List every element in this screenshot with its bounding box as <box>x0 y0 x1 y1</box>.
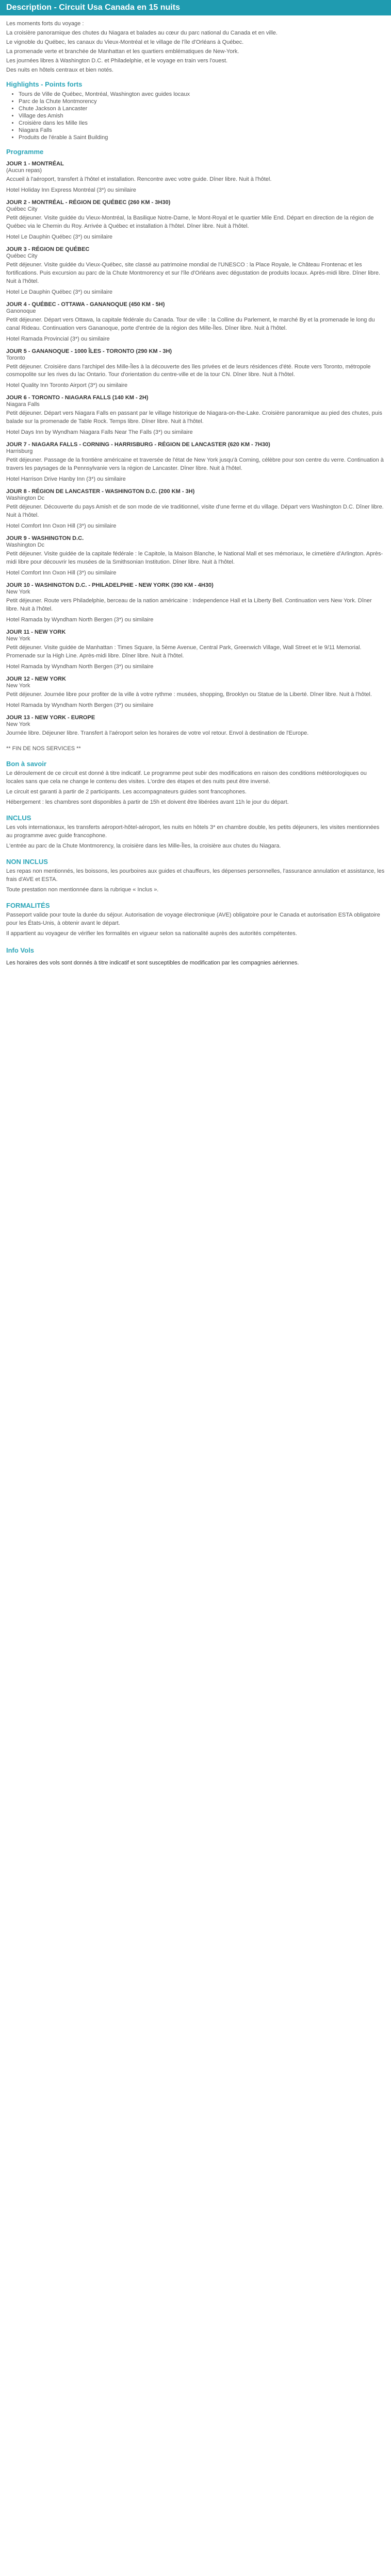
day-item <box>6 348 385 389</box>
day-item <box>6 301 385 342</box>
day-title: JOUR 7 - NIAGARA FALLS - CORNING - HARRISBURG - RÉGION DE LANCASTER (620 KM - 7H30) <box>6 442 270 448</box>
day-title: JOUR 8 - RÉGION DE LANCASTER - WASHINGTON D.C. (200 KM - 3H) <box>6 488 195 495</box>
day-title: JOUR 2 - MONTRÉAL - RÉGION DE QUÉBEC (260 KM - 3H30) <box>6 199 171 206</box>
day-hotel: Hotel Le Dauphin Québec (3*) ou similaire <box>6 289 113 295</box>
day-subtitle: Harrisburg <box>6 448 33 455</box>
highlight-item: • Village des Amish <box>19 113 385 119</box>
paragraph: Le circuit est garanti à partir de 2 participants. Les accompagnateurs guides sont francophones. <box>6 789 247 795</box>
day-item <box>6 395 385 435</box>
day-hotel: Hotel Comfort Inn Oxon Hill (3*) ou similaire <box>6 569 117 576</box>
day-hotel: Hotel Holiday Inn Express Montréal (3*) ou similaire <box>6 187 136 193</box>
highlight-item: • Croisière dans les Mille Iles <box>19 120 385 126</box>
highlight-item: • Tours de Ville de Québec, Montréal, Washington avec guides locaux <box>19 91 385 97</box>
day-title: JOUR 11 - NEW YORK <box>6 629 66 635</box>
not-included <box>6 858 385 894</box>
end-of-tour-text: ** FIN DE NOS SERVICES ** <box>6 745 81 752</box>
day-item <box>6 442 385 482</box>
intro-line: La croisière panoramique des chutes du Niagara et balades au cœur du parc national du Canada et en ville. <box>6 30 278 36</box>
day-subtitle: Ganonoque <box>6 308 36 314</box>
info-vols-title: Info Vols <box>6 946 34 954</box>
day-hotel: Hotel Ramada by Wyndham North Bergen (3*) ou similaire <box>6 663 154 670</box>
day-title: JOUR 6 - TORONTO - NIAGARA FALLS (140 KM - 2H) <box>6 395 149 401</box>
day-item <box>6 715 385 738</box>
formalities <box>6 902 385 938</box>
day-hotel: Hotel Days Inn by Wyndham Niagara Falls Near The Falls (3*) ou similaire <box>6 429 193 436</box>
included-paragraphs <box>6 824 385 851</box>
included <box>6 814 385 851</box>
day-item <box>6 246 385 295</box>
day-text: Petit déjeuner. Découverte du pays Amish et de son mode de vie traditionnel, visite d'une ferme et du village. Départ vers Washington D.C. Dîner libre. Nuit à l'hôtel. <box>6 504 384 519</box>
day-subtitle: New York <box>6 588 30 595</box>
day-text: Petit déjeuner. Route vers Philadelphie, berceau de la nation américaine : Independence Hall et la Liberty Bell. Continuation vers New York. Dîner libre. Nuit à l'hôtel. <box>6 597 372 612</box>
not-included-paragraphs <box>6 868 385 894</box>
day-item <box>6 676 385 708</box>
day-text: Journée libre. Déjeuner libre. Transfert à l'aéroport selon les horaires de votre vol retour. Envol à destination de l'Europe. <box>6 730 309 736</box>
day-hotel: Hotel Quality Inn Toronto Airport (3*) ou similaire <box>6 382 128 389</box>
day-text: Petit déjeuner. Visite guidée du Vieux-Québec, site classé au patrimoine mondial de l'UNESCO : la Place Royale, le Château Frontenac et les fortifications. Puis excursion au parc de la Chute Montmorency et sur l'île d'Orléans avec dégustation de produits locaux. Après-midi libre. Dîner libre. Nuit à l'hôtel. <box>6 261 381 284</box>
good-to-know-title: Bon à savoir <box>6 760 47 768</box>
day-subtitle: (Aucun repas) <box>6 167 42 174</box>
intro-line: Le vignoble du Québec, les canaux du Vieux-Montréal et le village de l'île d'Orléans à Québec. <box>6 39 244 45</box>
highlights-title: Highlights - Points forts <box>6 80 83 88</box>
day-item <box>6 161 385 193</box>
day-subtitle: Washington Dc <box>6 542 45 548</box>
day-title: JOUR 3 - RÉGION DE QUÉBEC <box>6 246 90 252</box>
day-hotel: Hotel Ramada by Wyndham North Bergen (3*) ou similaire <box>6 616 154 623</box>
programme-title: Programme <box>6 148 44 156</box>
days-list <box>6 161 385 738</box>
intro-line: Des nuits en hôtels centraux et bien notés. <box>6 67 113 73</box>
good-to-know-paragraphs <box>6 770 385 807</box>
intro-line: Les journées libres à Washington D.C. et Philadelphie, et le voyage en train vers l'ouest. <box>6 58 228 64</box>
highlight-item: • Parc de la Chute Montmorency <box>19 98 385 105</box>
day-hotel: Hotel Comfort Inn Oxon Hill (3*) ou similaire <box>6 523 117 529</box>
paragraph: Hébergement : les chambres sont disponibles à partir de 15h et doivent être libérées avant 11h le jour du départ. <box>6 799 289 806</box>
paragraph: Passeport valide pour toute la durée du séjour. Autorisation de voyage électronique (AVE) obligatoire pour le Canada et autorisation ESTA obligatoire pour les États-Unis, à obtenir avant le départ. <box>6 911 380 926</box>
paragraph: Les repas non mentionnés, les boissons, les pourboires aux guides et chauffeurs, les dépenses personnelles, l'assurance annulation et assistance, les frais d'AVE et ESTA. <box>6 868 385 883</box>
day-item <box>6 199 385 240</box>
highlights-list <box>19 91 385 141</box>
day-title: JOUR 1 - MONTRÉAL <box>6 161 64 167</box>
formalities-paragraphs <box>6 911 385 938</box>
day-text: Petit déjeuner. Croisière dans l'archipel des Mille-Îles à la découverte des îles privées et de leurs résidences d'été. Route vers Toronto, métropole cosmopolite sur les rives du lac Ontario. Tour d'orientation du centre-ville et de la tour CN. Dîner libre. Nuit à l'hôtel. <box>6 363 371 378</box>
paragraph: L'entrée au parc de la Chute Montmorency, la croisière dans les Mille-Îles, la croisière aux chutes du Niagara. <box>6 843 281 850</box>
intro-line: Les moments forts du voyage : <box>6 21 84 27</box>
day-title: JOUR 5 - GANANOQUE - 1000 ÎLES - TORONTO (290 KM - 3H) <box>6 348 172 354</box>
day-subtitle: Niagara Falls <box>6 401 40 408</box>
highlight-item: • Produits de l'érable à Saint Building <box>19 134 385 141</box>
day-subtitle: Québec City <box>6 252 38 259</box>
formalities-title: FORMALITÉS <box>6 901 50 909</box>
day-hotel: Hotel Le Dauphin Québec (3*) ou similaire <box>6 233 113 240</box>
info-vols <box>6 946 385 966</box>
day-title: JOUR 10 - WASHINGTON D.C. - PHILADELPHIE - NEW YORK (390 KM - 4H30) <box>6 582 214 588</box>
content <box>0 15 391 980</box>
paragraph: Le déroulement de ce circuit est donné à titre indicatif. Le programme peut subir des modifications en raison des conditions météorologiques ou locales sans que cela ne change le contenu des visites. L'ordre des étapes et des nuits peut être inversé. <box>6 770 367 785</box>
paragraph: Les vols internationaux, les transferts aéroport-hôtel-aéroport, les nuits en hôtels 3* en chambre double, les petits déjeuners, les visites mentionnées au programme avec guide francophone. <box>6 824 380 839</box>
day-hotel: Hotel Ramada by Wyndham North Bergen (3*) ou similaire <box>6 702 154 708</box>
day-item <box>6 488 385 529</box>
day-subtitle: Québec City <box>6 206 38 212</box>
day-text: Petit déjeuner. Passage de la frontière américaine et traversée de l'état de New York jusqu'à Corning, célèbre pour son centre du verre. Continuation à travers les paysages de la Pennsylvanie vers la région de Lancaster. Dîner libre. Nuit à l'hôtel. <box>6 457 384 472</box>
not-included-title: NON INCLUS <box>6 858 48 866</box>
day-subtitle: New York <box>6 682 30 689</box>
highlight-item: • Niagara Falls <box>19 127 385 133</box>
day-title: JOUR 12 - NEW YORK <box>6 675 66 682</box>
intro <box>6 21 385 73</box>
paragraph: Il appartient au voyageur de vérifier les formalités en vigueur selon sa nationalité auprès des autorités compétentes. <box>6 930 297 937</box>
day-text: Petit déjeuner. Départ vers Ottawa, la capitale fédérale du Canada. Tour de ville : la Colline du Parlement, le marché By et la promenade le long du canal Rideau. Continuation vers Gananoque, porte d'entrée de la région des Mille-Îles. Dîner libre. Nuit à l'hôtel. <box>6 316 375 331</box>
paragraph: Toute prestation non mentionnée dans la rubrique « Inclus ». <box>6 886 159 893</box>
day-text: Petit déjeuner. Visite guidée du Vieux-Montréal, la Basilique Notre-Dame, le Mont-Royal et le quartier Mile End. Départ en direction de la région de Québec via le Chemin du Roy. Arrivée à Québec et installation à l'hôtel. Dîner libre. Nuit à l'hôtel. <box>6 214 374 229</box>
highlight-item: • Chute Jackson à Lancaster <box>19 106 385 112</box>
end-of-tour <box>6 745 385 753</box>
day-title: JOUR 4 - QUÉBEC - OTTAWA - GANANOQUE (450 KM - 5H) <box>6 301 165 308</box>
info-vols-text: Les horaires des vols sont donnés à titre indicatif et sont susceptibles de modification par les compagnies aériennes. <box>6 959 299 966</box>
day-subtitle: Washington Dc <box>6 495 45 502</box>
day-item <box>6 629 385 670</box>
day-text: Petit déjeuner. Journée libre pour profiter de la ville à votre rythme : musées, shopping, Brooklyn ou Statue de la Liberté. Dîner libre. Nuit à l'hôtel. <box>6 691 372 698</box>
day-title: JOUR 13 - NEW YORK - EUROPE <box>6 714 95 721</box>
day-hotel: Hotel Ramada Provincial (3*) ou similaire <box>6 335 110 342</box>
day-text: Petit déjeuner. Départ vers Niagara Falls en passant par le village historique de Niagara-on-the-Lake. Croisière panoramique au pied des chutes, puis balade sur la promenade de Table Rock. Temps libre. Dîner libre. Nuit à l'hôtel. <box>6 410 382 425</box>
good-to-know <box>6 760 385 807</box>
page-banner: Description - Circuit Usa Canada en 15 nuits <box>0 0 391 15</box>
day-subtitle: Toronto <box>6 354 25 361</box>
day-text: Petit déjeuner. Visite guidée de Manhattan : Times Square, la 5ème Avenue, Central Park, Greenwich Village, Wall Street et le 9/11 Memorial. Promenade sur la High Line. Après-midi libre. Dîner libre. Nuit à l'hôtel. <box>6 644 362 659</box>
day-title: JOUR 9 - WASHINGTON D.C. <box>6 535 84 541</box>
day-subtitle: New York <box>6 721 30 727</box>
day-hotel: Hotel Harrison Drive Hanby Inn (3*) ou similaire <box>6 476 126 483</box>
included-title: INCLUS <box>6 814 31 822</box>
intro-line: La promenade verte et branchée de Manhattan et les quartiers emblématiques de New-York. <box>6 48 239 55</box>
day-subtitle: New York <box>6 635 30 642</box>
page <box>0 0 391 980</box>
day-text: Petit déjeuner. Visite guidée de la capitale fédérale : le Capitole, la Maison Blanche, le National Mall et ses mémoriaux, le cimetière d'Arlington. Après-midi libre pour découvrir les musées de la Smithsonian Institution. Dîner libre. Nuit à l'hôtel. <box>6 551 383 565</box>
day-item <box>6 535 385 576</box>
day-text: Accueil à l'aéroport, transfert à l'hôtel et installation. Rencontre avec votre guide. Dîner libre. Nuit à l'hôtel. <box>6 176 272 182</box>
day-item <box>6 582 385 623</box>
